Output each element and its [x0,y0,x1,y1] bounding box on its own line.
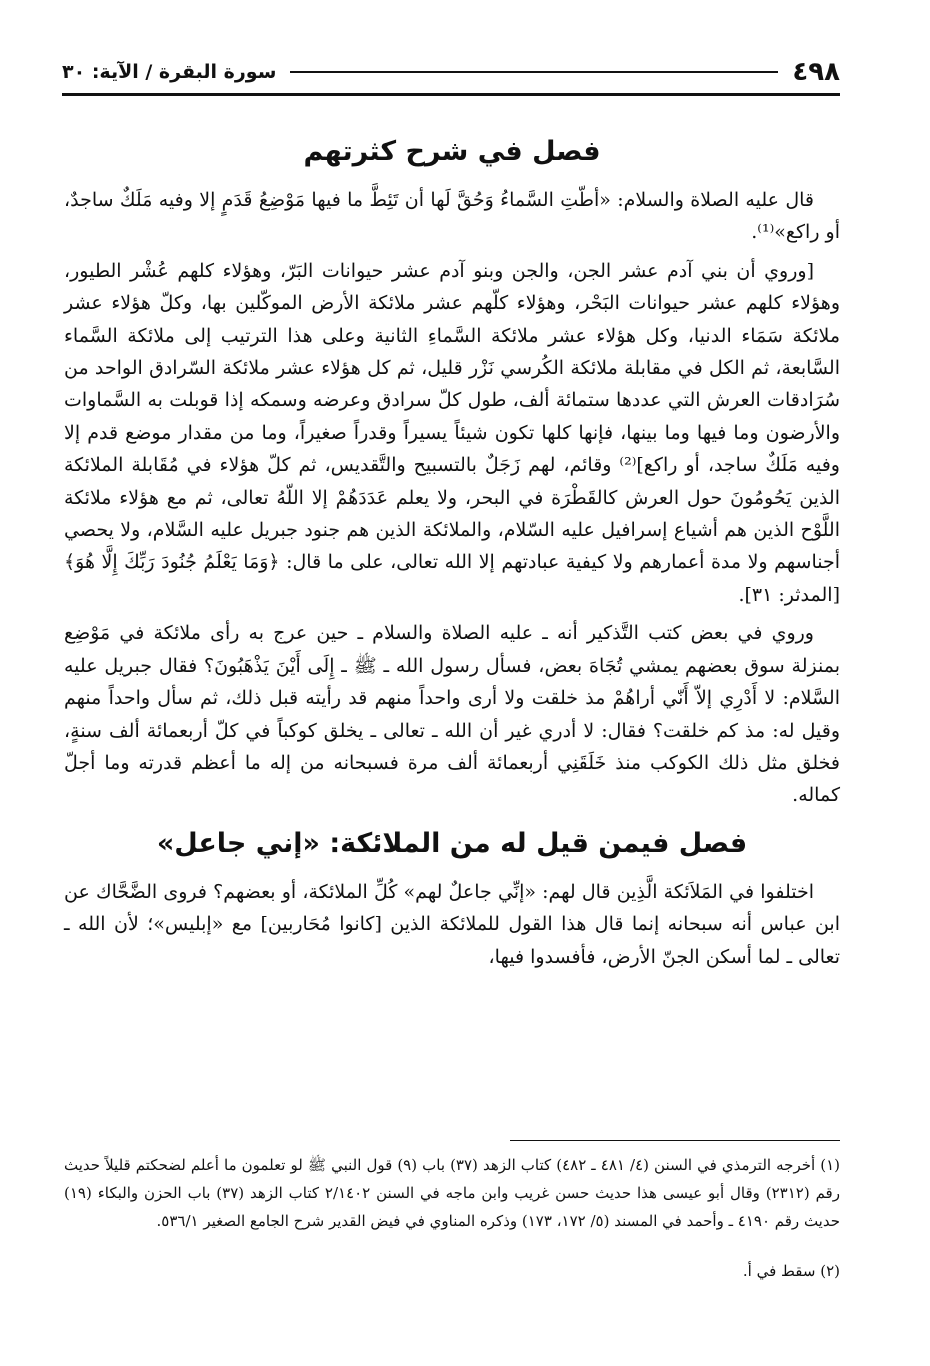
header-dash-line [290,71,778,73]
header-rule [62,93,840,96]
section-heading-addressees: فصل فيمن قيل له من الملائكة: «إني جاعل» [156,827,748,859]
footnote-rule [510,1140,840,1141]
surah-reference: سورة البقرة / الآية: ٣٠ [62,61,277,83]
page-number: ٤٩٨ [792,57,840,87]
paragraph-hierarchy: [وروي أن بني آدم عشر الجن، والجن وبنو آدم عشر حيوانات البَرّ، وهؤلاء كلهم عُشْر الطيور، وهؤلاء كلهم عشر حيوانات البَحْر، وهؤلاء كلّهم عشر ملائكة الأرض الموكّلين بها، وكلّ هؤلاء عشر ملائكة سَمَاء الدنيا، وكل هؤلاء عشر ملائكة السَّماءِ الثانية وعلى هذا الترتيب إلى ملائكة السَّماء السَّابعة، ثم الكل في مقابلة ملائكة الكُرسي نَزْر قليل، ثم كل هؤلاء عشر ملائكة السّرادق الواحد من سُرَادقات العرش التي عددها ستمائة ألف، طول كلّ سرادق وعرضه وسمكه إذا قوبلت به السَّماوات والأرضون وما فيها وما بينها، فإنها كلها تكون شيئاً يسيراً وقدراً صغيراً، وما من مقدار موضع قدم إلا وفيه مَلَكٌ ساجد، أو راكع]⁽²⁾ وقائم، لهم زَجَلٌ بالتسبيح والتَّقديس، ثم كلّ هؤلاء في مُقَابلة الملائكة الذين يَحُومُونَ حول العرش كالقَطْرَة في البحر، ولا يعلم عَدَدَهُمْ إلا اللّهُ تعالى، ثم مع هؤلاء ملائكة اللَّوْح الذين هم أشياع إسرافيل عليه السّلام، والملائكة الذين هم جنود جبريل عليه السَّلام، ولا يحصي أجناسهم ولا مدة أعمارهم ولا كيفية عبادتهم إلا الله تعالى، على ما قال: ﴿وَمَا يَعْلَمُ جُنُودَ رَبِّكَ إِلَّا هُوَ﴾ [المدثر: ٣١]. [64,259,840,606]
main-text [64,120,840,973]
footnote-2: (٢) سقط في أ. [742,1262,840,1280]
running-header [62,52,840,92]
paragraph-hadith: قال عليه الصلاة والسلام: «أطّتِ السَّماءُ وَحُقَّ لَها أن تَئِطَّ ما فيها مَوْضِعُ قَدَمٍ إلا وفيه مَلَكٌ ساجدٌ، أو راكع»⁽¹⁾. [64,189,840,244]
paragraph-ascension: وروي في بعض كتب التَّذكير أنه ـ عليه الصلاة والسلام ـ حين عرج به رأى ملائكة في مَوْضِع بمنزلة سوق بعضهم يمشي تُجَاهَ بعض، فسأل رسول الله ـ ﷺ ـ إِلَى أَيْنَ يَذْهَبُونَ؟ فقال جبريل عليه السَّلام: لا أَدْرِي إلاّ أَنّي أراهُمْ مذ خلقت ولا أرى واحداً منهم قد رأيته قبل ذلك، ثم سأل واحداً منهم وقيل له: مذ كم خلقت؟ فقال: لا أدري غير أن الله ـ تعالى ـ يخلق كوكباً في كلّ أربعمائة ألف سنةٍ، فخلق مثل ذلك الكوكب منذ خَلَقَنِي أربعمائة ألف مرة فسبحانه من إله ما أعظم قدرته وما أجلّ كماله. [64,622,840,807]
footnotes [64,1140,840,1285]
section-heading-explanation: فصل في شرح كثرتهم [303,136,601,167]
footnote-1: (١) أخرجه الترمذي في السنن (٤/ ٤٨١ ـ ٤٨٢) كتاب الزهد (٣٧) باب (٩) قول النبي ﷺ لو تعلمون ما أعلم لضحكتم قليلاً حديث رقم (٢٣١٢) وقال أبو عيسى هذا حديث حسن غريب وابن ماجه في السنن ٢/١٤٠٢ كتاب الزهد (٣٧) باب الحزن والبكاء (١٩) حديث رقم ٤١٩٠ ـ وأحمد في المسند (٥/ ١٧٢، ١٧٣) وذكره المناوي في فيض القدير شرح الجامع الصغير ٥٣٦/١. [64,1156,840,1230]
paragraph-disagreement: اختلفوا في المَلاَئكة الَّذِين قال لهم: «إنِّي جاعلٌ لهم» كُلِّ الملائكة، أو بعضهم؟ فروى الضَّحَّاك عن ابن عباس أنه سبحانه إنما قال هذا القول للملائكة الذين [كانوا مُحَاربين] مع «إبليس»؛ لأن الله ـ تعالى ـ لما أسكن الجنّ الأرض، فأفسدوا فيها، [64,880,840,968]
